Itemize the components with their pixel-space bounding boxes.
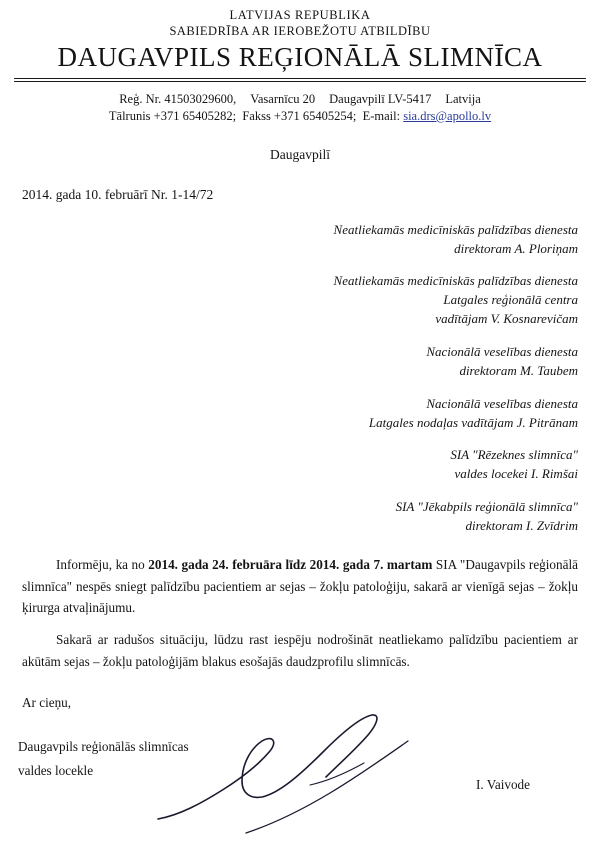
addressee-item xyxy=(0,395,578,433)
legal-form-line: SABIEDRĪBA AR IEROBEŽOTU ATBILDĪBU xyxy=(169,24,431,38)
addressee-item xyxy=(0,446,578,484)
header-rule-bottom xyxy=(14,81,586,82)
document-reference: 2014. gada 10. februārī Nr. 1-14/72 xyxy=(22,186,214,202)
addressee-line: direktoram M. Taubem xyxy=(459,362,578,378)
city-postal: Daugavpilī LV-5417 xyxy=(329,92,432,106)
fax-number: Fakss +371 65405254; xyxy=(242,108,357,123)
paragraph-1-part-c: SIA "Daugavpils reģionālā slimnīca" nespēs sniegt palīdzību pacientiem ar sejas – žokļu patoloģiju, sakarā ar vienīgā sejas – žokļu ķirurga atvaļinājumu. xyxy=(22,556,578,616)
addressee-line: direktoram I. Zvīdrim xyxy=(465,517,578,533)
addressee-line: Neatliekamās medicīniskās palīdzības dienesta xyxy=(333,273,578,289)
addressee-item xyxy=(0,498,578,536)
letterhead xyxy=(0,0,600,73)
date-range-emphasis: 2014. gada 24. februāra līdz 2014. gada 7. martam xyxy=(148,556,433,572)
signatory-org: Daugavpils reģionālās slimnīcas xyxy=(18,738,189,754)
contact-block xyxy=(0,91,600,125)
organization-name: DAUGAVPILS REĢIONĀLĀ SLIMNĪCA xyxy=(57,42,543,72)
email-link[interactable]: sia.drs@apollo.lv xyxy=(403,108,492,123)
registration-number: Reģ. Nr. 41503029600, xyxy=(119,92,237,106)
header-rule-top xyxy=(14,78,586,79)
closing-salutation: Ar cieņu, xyxy=(22,694,72,710)
body-paragraph-2: Sakarā ar radušos situāciju, lūdzu rast iespēju nodrošināt neatliekamo palīdzību pacientiem ar akūtām sejas – žokļu patoloģijām blakus esošajās daudzprofilu slimnīcās. xyxy=(22,632,578,669)
country-line: LATVIJAS REPUBLIKA xyxy=(229,8,371,22)
addressee-line: Neatliekamās medicīniskās palīdzības dienesta xyxy=(333,221,578,237)
signatory-role: valdes locekle xyxy=(18,763,94,779)
phone-number: Tālrunis +371 65405282; xyxy=(108,108,237,123)
addressee-line: direktoram A. Ploriņam xyxy=(454,240,578,256)
addressee-line: Nacionālā veselības dienesta xyxy=(426,343,578,359)
contact-line-1 xyxy=(0,91,600,108)
addressee-line: Latgales reģionālā centra xyxy=(443,292,578,308)
country-name: Latvija xyxy=(445,92,481,106)
addressee-line: valdes locekei I. Rimšai xyxy=(454,466,578,482)
paragraph-1-part-a: Informēju, ka no xyxy=(56,556,149,572)
body-paragraph-1 xyxy=(22,554,578,619)
email-label: E-mail: xyxy=(362,108,401,123)
letter-body xyxy=(22,554,578,673)
addressee-line: Nacionālā veselības dienesta xyxy=(426,395,578,411)
signature-area xyxy=(0,735,600,845)
addressee-line: Latgales nodaļas vadītājam J. Pitrānam xyxy=(368,414,578,430)
addressee-line: SIA "Rēzeknes slimnīca" xyxy=(450,447,578,463)
contact-line-2 xyxy=(0,108,600,125)
addressee-list xyxy=(0,221,600,536)
signatory-name: I. Vaivode xyxy=(476,776,530,792)
addressee-item xyxy=(0,221,578,259)
street-address: Vasarnīcu 20 xyxy=(250,92,316,106)
addressee-item xyxy=(0,343,578,381)
addressee-line: SIA "Jēkabpils reģionālā slimnīca" xyxy=(395,499,578,515)
addressee-item xyxy=(0,272,578,329)
place-of-issue: Daugavpilī xyxy=(270,146,330,162)
addressee-line: vadītājam V. Kosnarevičam xyxy=(435,311,578,327)
